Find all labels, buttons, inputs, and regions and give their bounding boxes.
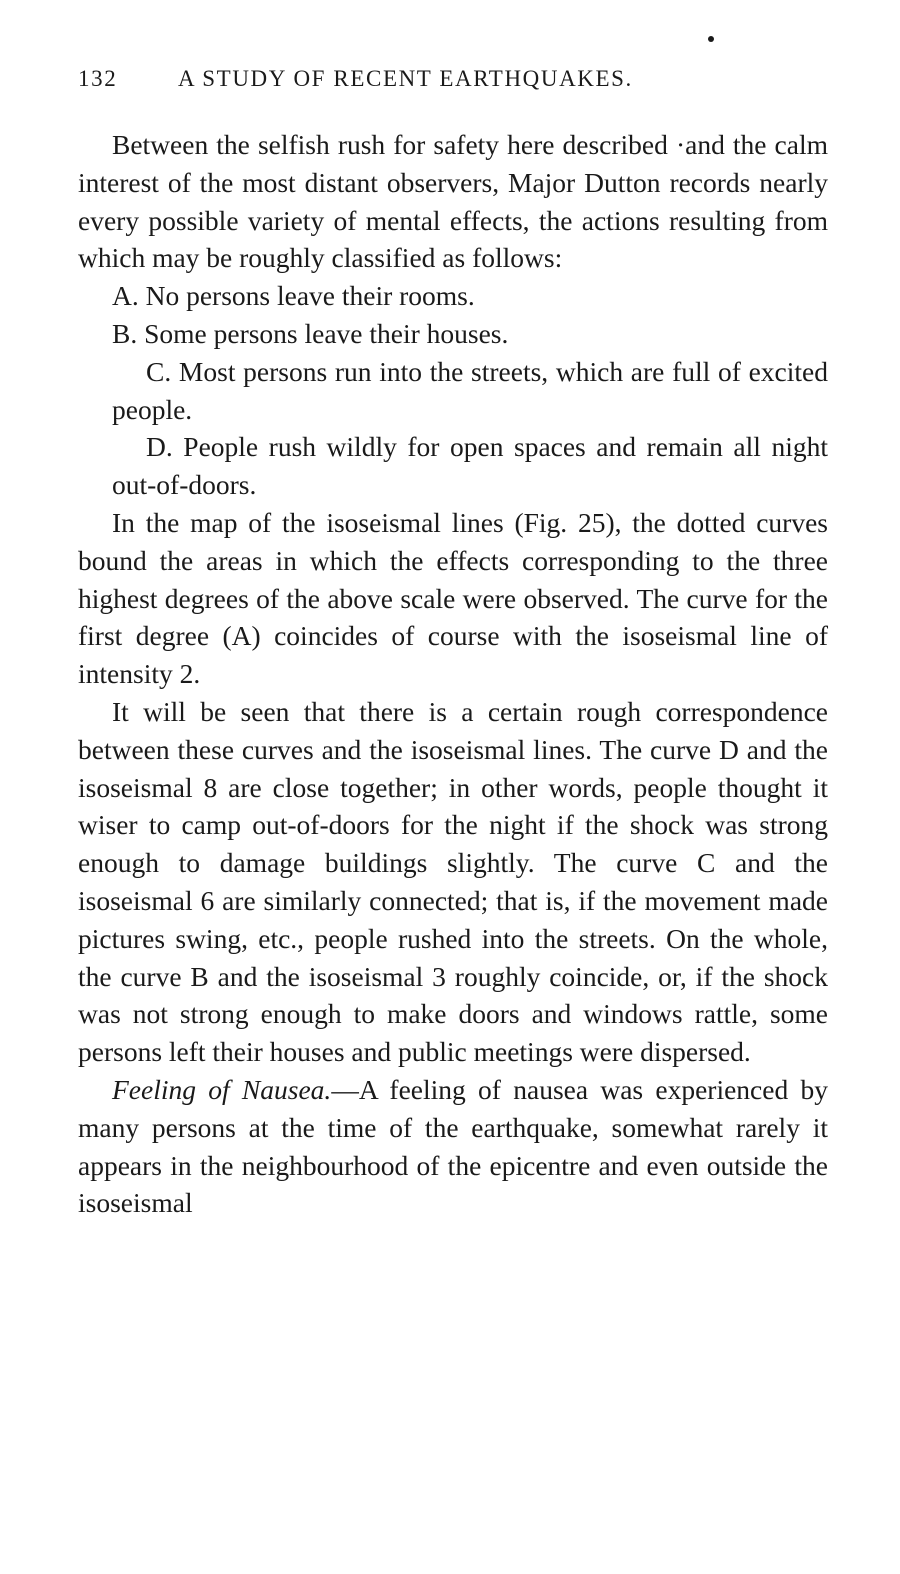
list-item-d: D. People rush wildly for open spaces and remain all night out-of-doors.	[112, 431, 828, 501]
list-item-a: A. No persons leave their rooms.	[112, 280, 475, 312]
running-title: A STUDY OF RECENT EARTHQUAKES.	[178, 66, 633, 91]
running-header	[78, 66, 828, 92]
list-item-c: C. Most persons run into the streets, which are full of excited people.	[112, 355, 828, 425]
body-text	[78, 126, 828, 1222]
paragraph-nausea	[78, 1071, 828, 1222]
book-page	[78, 0, 828, 1574]
printer-mark-dot	[708, 36, 714, 42]
nausea-heading: Feeling of Nausea.	[112, 1073, 332, 1105]
list-item-b: B. Some persons leave their houses.	[112, 317, 509, 349]
paragraph-correspondence: It will be seen that there is a certain rough correspondence between these curves and the isoseismal lines. The curve D and the isoseismal 8 are close together; in other words, people thought it wiser to camp out-of-doors for the night if the shock was strong enough to damage buildings slightly. The curve C and the isoseismal 6 are similarly connected; that is, if the movement made pictures swing, etc., people rushed into the streets. On the whole, the curve B and the isoseismal 3 roughly coincide, or, if the shock was not strong enough to make doors and windows rattle, some persons left their houses and public meetings were dispersed.	[78, 695, 828, 1068]
nausea-text: —A feeling of nausea was experienced by many persons at the time of the earthquake, somewhat rarely it appears in the neighbourhood of the epicentre and even outside the isoseismal	[78, 1073, 828, 1219]
paragraph-intro: Between the selfish rush for safety here described ·and the calm interest of the most distant observers, Major Dutton records nearly every possible variety of mental effects, the actions resulting from which may be roughly classified as follows:	[78, 129, 828, 274]
paragraph-map: In the map of the isoseismal lines (Fig. 25), the dotted curves bound the areas in which the effects corresponding to the three highest degrees of the above scale were observed. The curve for the first degree (A) coincides of course with the isoseismal line of intensity 2.	[78, 506, 828, 690]
page-number: 132	[78, 66, 118, 91]
